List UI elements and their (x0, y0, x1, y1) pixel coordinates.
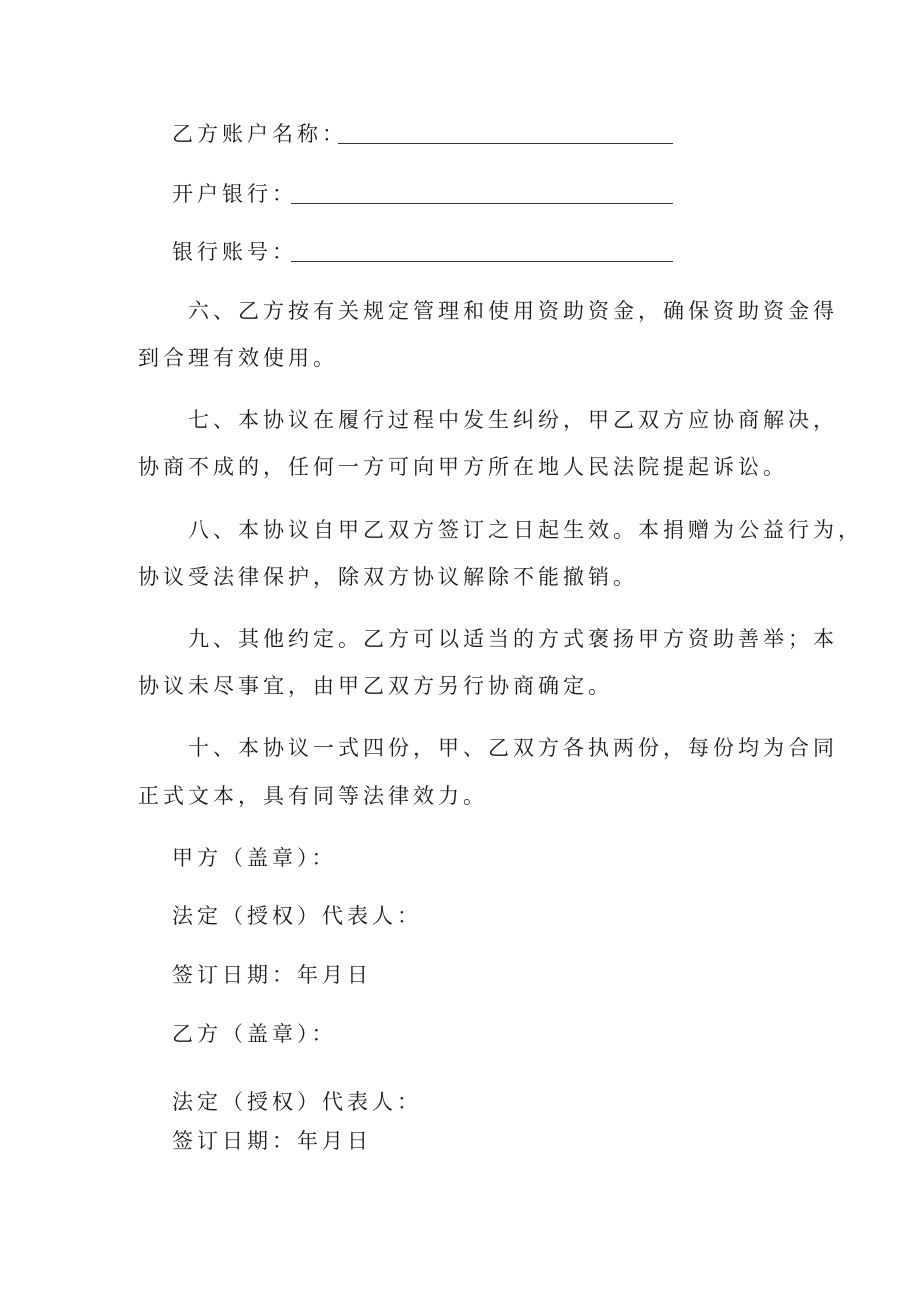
clause-8-line-1: 八、本协议自甲乙双方签订之日起生效。本捐赠为公益行为， (188, 518, 863, 542)
party-b-sign-date: 签订日期：年月日 (172, 1129, 372, 1153)
clause-10-line-2: 正式文本，具有同等法律效力。 (138, 784, 488, 808)
party-a-representative: 法定（授权）代表人： (172, 904, 422, 928)
clause-6-line-2: 到合理有效使用。 (138, 346, 338, 370)
clause-6-line-1: 六、乙方按有关规定管理和使用资助资金，确保资助资金得 (188, 299, 838, 323)
party-b-seal: 乙方（盖章）： (172, 1022, 337, 1046)
bank-name-blank (291, 203, 673, 204)
bank-name-label: 开户银行： (172, 182, 297, 206)
clause-9-line-2: 协议未尽事宜，由甲乙双方另行协商确定。 (138, 674, 613, 698)
clause-8-line-2: 协议受法律保护，除双方协议解除不能撤销。 (138, 565, 638, 589)
account-name-blank (338, 143, 673, 144)
clause-7-line-1: 七、本协议在履行过程中发生纠纷，甲乙双方应协商解决， (188, 408, 838, 432)
account-number-label: 银行账号： (172, 240, 297, 264)
clause-10-line-1: 十、本协议一式四份，甲、乙双方各执两份，每份均为合同 (188, 736, 838, 760)
account-name-label: 乙方账户名称： (172, 122, 347, 146)
party-a-seal: 甲方（盖章）： (172, 846, 337, 870)
clause-7-line-2: 协商不成的，任何一方可向甲方所在地人民法院提起诉讼。 (138, 455, 788, 479)
account-number-blank (291, 261, 673, 262)
clause-9-line-1: 九、其他约定。乙方可以适当的方式褒扬甲方资助善举；本 (188, 627, 838, 651)
party-a-sign-date: 签订日期：年月日 (172, 963, 372, 987)
party-b-representative: 法定（授权）代表人： (172, 1090, 422, 1114)
